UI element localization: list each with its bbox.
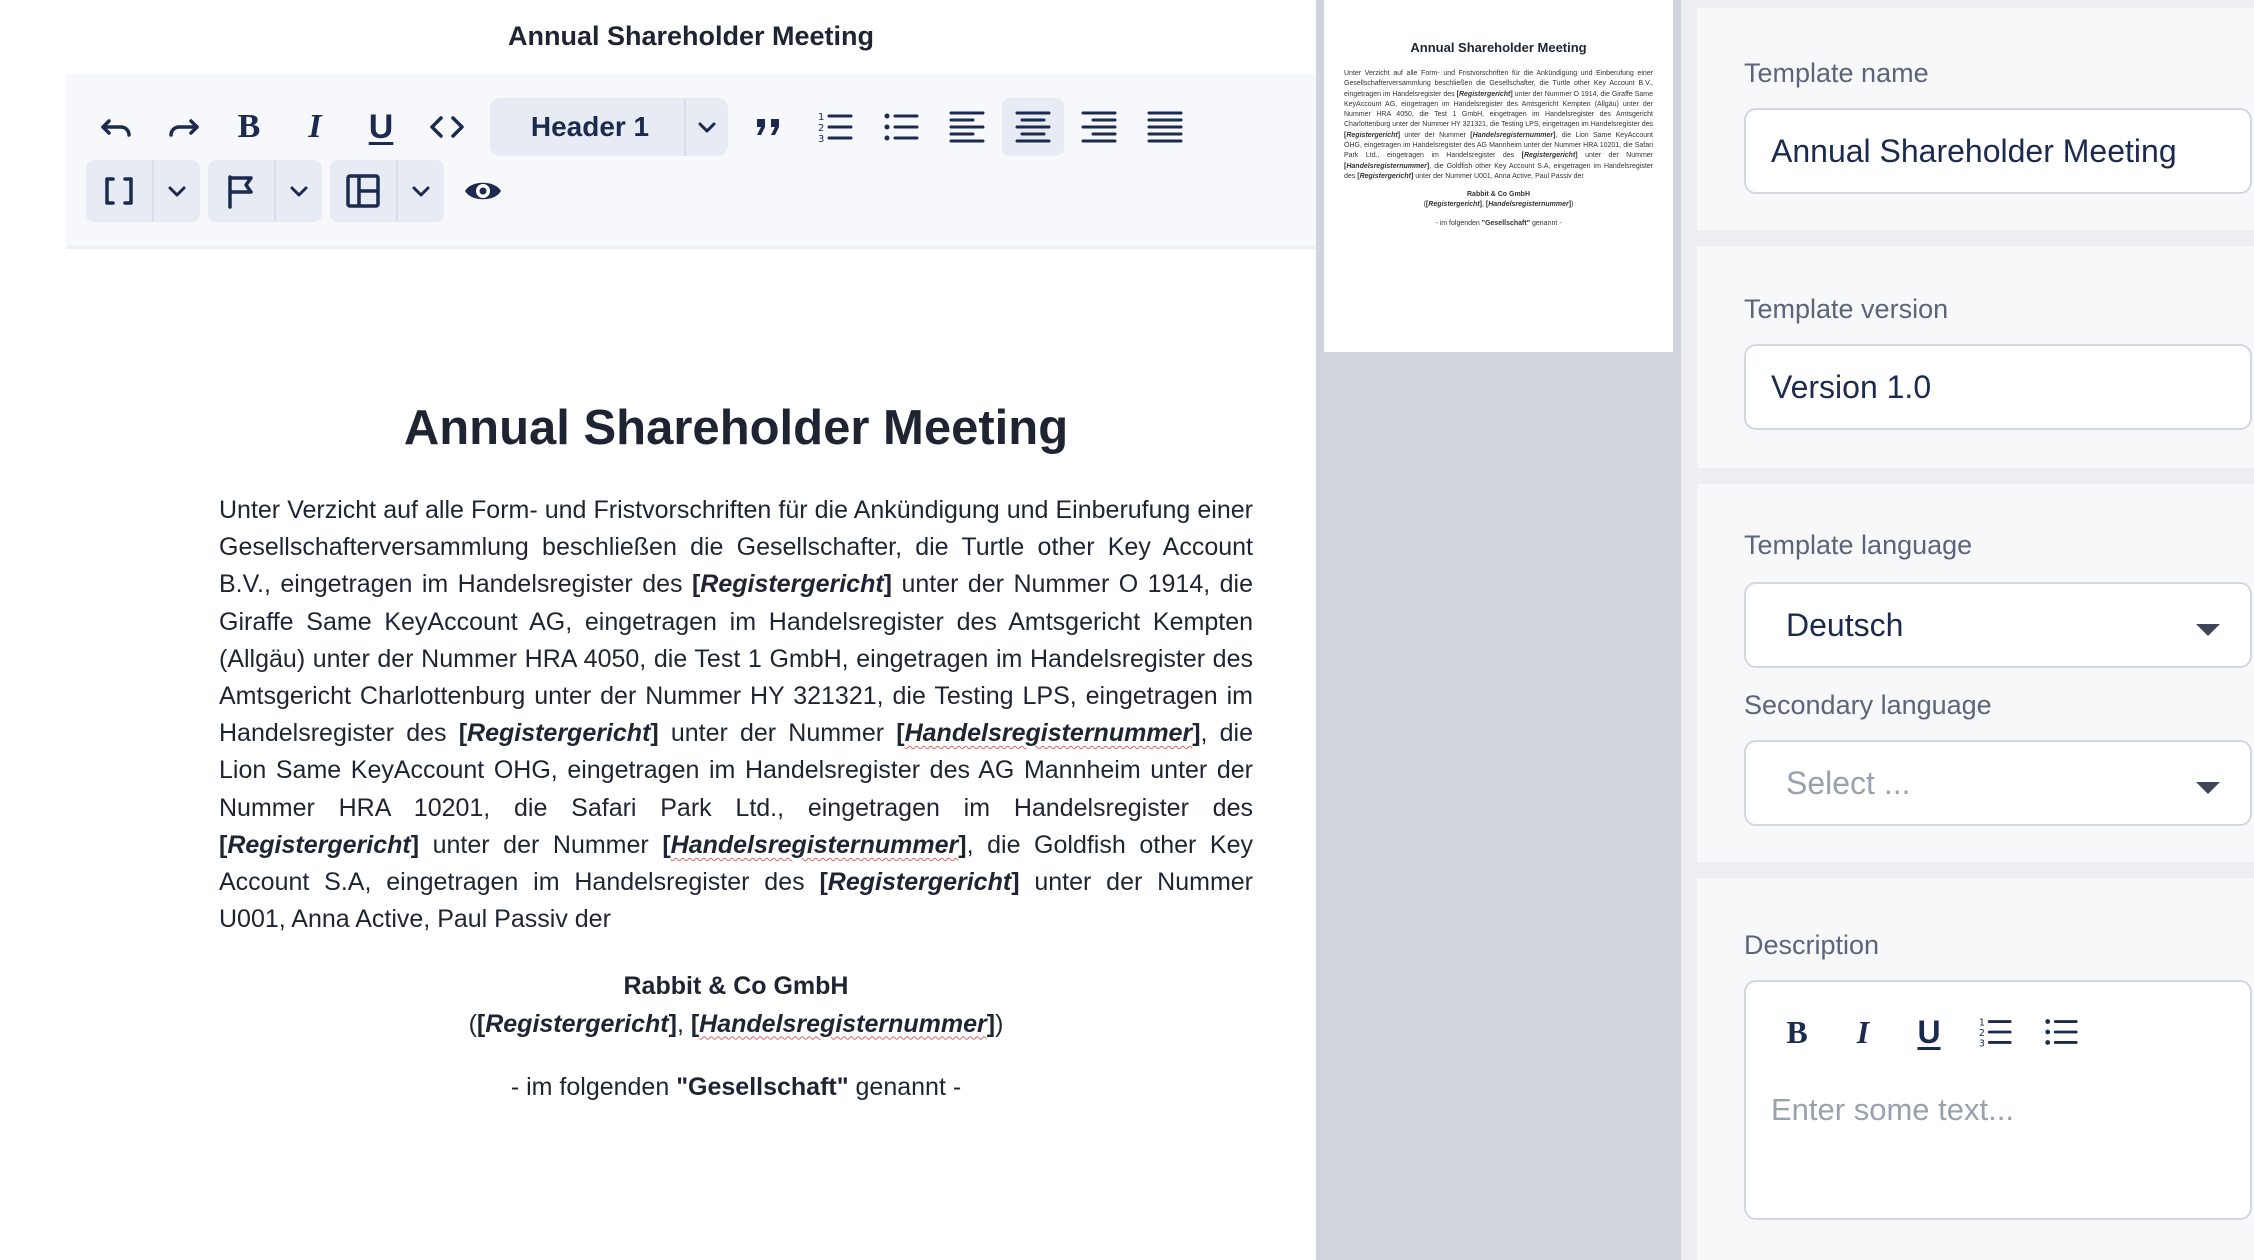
align-right-button[interactable] xyxy=(1068,98,1130,156)
underline-icon: U xyxy=(1917,1013,1941,1050)
toolbar-row-insert xyxy=(86,160,518,222)
bullet-list-icon xyxy=(881,107,921,147)
secondary-language-placeholder: Select ... xyxy=(1786,764,1911,801)
placeholder-handelsregisternummer: [Handelsregisternummer] xyxy=(896,719,1201,748)
preview-title: Annual Shareholder Meeting xyxy=(1410,40,1587,55)
italic-button[interactable] xyxy=(284,98,346,156)
template-language-value: Deutsch xyxy=(1786,606,1904,643)
caret-down-icon xyxy=(2196,782,2220,794)
align-justify-icon xyxy=(1145,107,1185,147)
align-center-button[interactable] xyxy=(1002,98,1064,156)
heading-select[interactable] xyxy=(490,98,728,156)
description-editor[interactable] xyxy=(1744,980,2252,1220)
svg-text:2: 2 xyxy=(818,123,825,134)
document-body[interactable] xyxy=(219,360,1253,1102)
svg-text:1: 1 xyxy=(818,112,825,123)
bold-button[interactable] xyxy=(218,98,280,156)
chevron-down-icon[interactable] xyxy=(684,98,728,156)
chevron-down-icon[interactable] xyxy=(274,160,322,222)
document-title: Annual Shareholder Meeting xyxy=(507,20,875,51)
italic-icon: I xyxy=(1856,1013,1870,1050)
template-version-label: Template version xyxy=(1744,294,1949,324)
document-heading[interactable]: Annual Shareholder Meeting xyxy=(403,401,1069,455)
template-name-input[interactable]: Annual Shareholder Meeting xyxy=(1744,108,2252,194)
company-register-line: ([Registergericht], [Handelsregisternummer]) xyxy=(468,1009,1004,1038)
template-version-input[interactable]: Version 1.0 xyxy=(1744,344,2252,430)
preview-toggle-button[interactable] xyxy=(452,162,514,220)
template-name-label: Template name xyxy=(1744,58,1929,88)
editor-toolbar xyxy=(66,74,1316,249)
eye-icon xyxy=(463,171,503,211)
underline-button[interactable] xyxy=(350,98,412,156)
template-name-card xyxy=(1697,8,2254,230)
ordered-list-icon xyxy=(1976,1013,2014,1051)
layout-icon[interactable] xyxy=(330,160,396,222)
company-name: Rabbit & Co GmbH xyxy=(623,972,849,1001)
description-toolbar xyxy=(1764,1004,2094,1060)
blockquote-icon xyxy=(749,107,789,147)
brackets-icon[interactable] xyxy=(86,160,152,222)
ordered-list-icon xyxy=(815,107,855,147)
ordered-list-button[interactable] xyxy=(804,98,866,156)
desc-italic-button[interactable] xyxy=(1830,1004,1896,1060)
redo-icon xyxy=(163,107,203,147)
desc-bullet-list-button[interactable] xyxy=(2028,1004,2094,1060)
svg-text:3: 3 xyxy=(818,134,825,145)
template-language-select[interactable] xyxy=(1744,582,2252,668)
template-language-label: Template language xyxy=(1744,530,1973,560)
template-language-card xyxy=(1697,484,2254,862)
preview-thumbnail[interactable] xyxy=(1324,0,1673,352)
code-button[interactable] xyxy=(416,98,478,156)
code-icon xyxy=(427,107,467,147)
desc-ordered-list-button[interactable] xyxy=(1962,1004,2028,1060)
align-center-icon xyxy=(1013,107,1053,147)
flag-insert-button[interactable] xyxy=(208,160,322,222)
placeholder-registergericht: [Registergericht] xyxy=(819,868,1020,897)
definition-line[interactable]: - im folgenden "Gesellschaft" genannt - xyxy=(510,1072,962,1101)
heading-select-value: Header 1 xyxy=(530,111,650,142)
layout-insert-button[interactable] xyxy=(330,160,444,222)
bold-icon: B xyxy=(1786,1013,1808,1050)
undo-button[interactable] xyxy=(86,98,148,156)
svg-text:1: 1 xyxy=(1978,1017,1985,1029)
secondary-language-select[interactable] xyxy=(1744,740,2252,826)
preview-pane xyxy=(1316,0,1681,1260)
toolbar-row-formatting xyxy=(86,96,1200,158)
redo-button[interactable] xyxy=(152,98,214,156)
align-justify-button[interactable] xyxy=(1134,98,1196,156)
svg-text:3: 3 xyxy=(1978,1038,1985,1050)
preview-definition: - im folgenden "Gesellschaft" genannt - xyxy=(1435,220,1562,228)
placeholder-registergericht: [Registergericht] xyxy=(219,830,420,859)
placeholder-insert-button[interactable] xyxy=(86,160,200,222)
underline-icon: U xyxy=(368,107,394,146)
placeholder-registergericht: [Registergericht] xyxy=(458,719,659,748)
template-version-card xyxy=(1697,246,2254,468)
document-paragraph[interactable]: Unter Verzicht auf alle Form- und Fristvorschriften für die Ankündigung und Einberufung einer Gesellschafterversammlung beschließen die Gesellschafter, die Turtle other Key Account B.V., eingetragen im Handelsregister des [Registergericht] unter der Nummer O 1914, die Giraffe Same KeyAccount AG, eingetragen im Handelsregister des Amtsgericht Kempten (Allgäu) unter der Nummer HRA 4050, die Test 1 GmbH, eingetragen im Handelsregister des Amtsgericht Charlottenburg unter der Nummer HY 321321, die Testing LPS, eingetragen im Handelsregister des [Registergericht] unter der Nummer [Handelsregisternummer], die Lion Same KeyAccount OHG, eingetragen im Handelsregister des AG Mannheim unter der Nummer HRA 10201, die Safari Park Ltd., eingetragen im Handelsregister des [Registergericht] unter der Nummer [Handelsregisternummer], die Goldfish other Key Account S.A, eingetragen im Handelsregister des [Registergericht] unter der Nummer U001, Anna Active, Paul Passiv der xyxy=(219,496,1253,934)
desc-bold-button[interactable] xyxy=(1764,1004,1830,1060)
bullet-list-icon xyxy=(2042,1013,2080,1051)
chevron-down-icon[interactable] xyxy=(152,160,200,222)
bold-icon: B xyxy=(237,108,261,145)
company-block[interactable] xyxy=(219,968,1253,1042)
undo-icon xyxy=(97,107,137,147)
preview-paragraph: Unter Verzicht auf alle Form- und Fristvorschriften für die Ankündigung und Einberufung einer Gesellschafterversammlung beschließen die Gesellschafter, die Turtle other Key Account B.V., eingetragen im Handelsregister des [Registergericht] unter der Nummer O 1914, die Giraffe Same KeyAccount AG, eingetragen im Handelsregister des Amtsgericht Kempten (Allgäu) unter der Nummer HRA 4050, die Test 1 GmbH, eingetragen im Handelsregister des Amtsgericht Charlottenburg unter der Nummer HY 321321, die Testing LPS, eingetragen im Handelsregister des [Registergericht] unter der Nummer [Handelsregisternummer], die Lion Same KeyAccount OHG, eingetragen im Handelsregister des AG Mannheim unter der Nummer HRA 10201, die Safari Park Ltd., eingetragen im Handelsregister des [Registergericht] unter der Nummer [Handelsregisternummer], die Goldfish other Key Account S.A, eingetragen im Handelsregister des [Registergericht] unter der Nummer U001, Anna Active, Paul Passiv der xyxy=(1344,70,1653,180)
align-left-button[interactable] xyxy=(936,98,998,156)
description-placeholder: Enter some text... xyxy=(1771,1092,2014,1127)
flag-icon[interactable] xyxy=(208,160,274,222)
settings-pane xyxy=(1681,0,2254,1260)
secondary-language-label: Secondary language xyxy=(1744,690,1992,720)
italic-icon: I xyxy=(308,108,322,145)
align-right-icon xyxy=(1079,107,1119,147)
blockquote-button[interactable] xyxy=(738,98,800,156)
preview-company: Rabbit & Co GmbH ([Registergericht], [Handelsregisternummer]) xyxy=(1423,191,1574,209)
svg-text:2: 2 xyxy=(1978,1027,1985,1039)
description-label: Description xyxy=(1744,930,1880,960)
align-left-icon xyxy=(947,107,987,147)
placeholder-handelsregisternummer: [Handelsregisternummer] xyxy=(662,830,967,859)
chevron-down-icon[interactable] xyxy=(396,160,444,222)
desc-underline-button[interactable] xyxy=(1896,1004,1962,1060)
placeholder-registergericht: [Registergericht] xyxy=(691,570,892,599)
caret-down-icon xyxy=(2196,624,2220,636)
bullet-list-button[interactable] xyxy=(870,98,932,156)
